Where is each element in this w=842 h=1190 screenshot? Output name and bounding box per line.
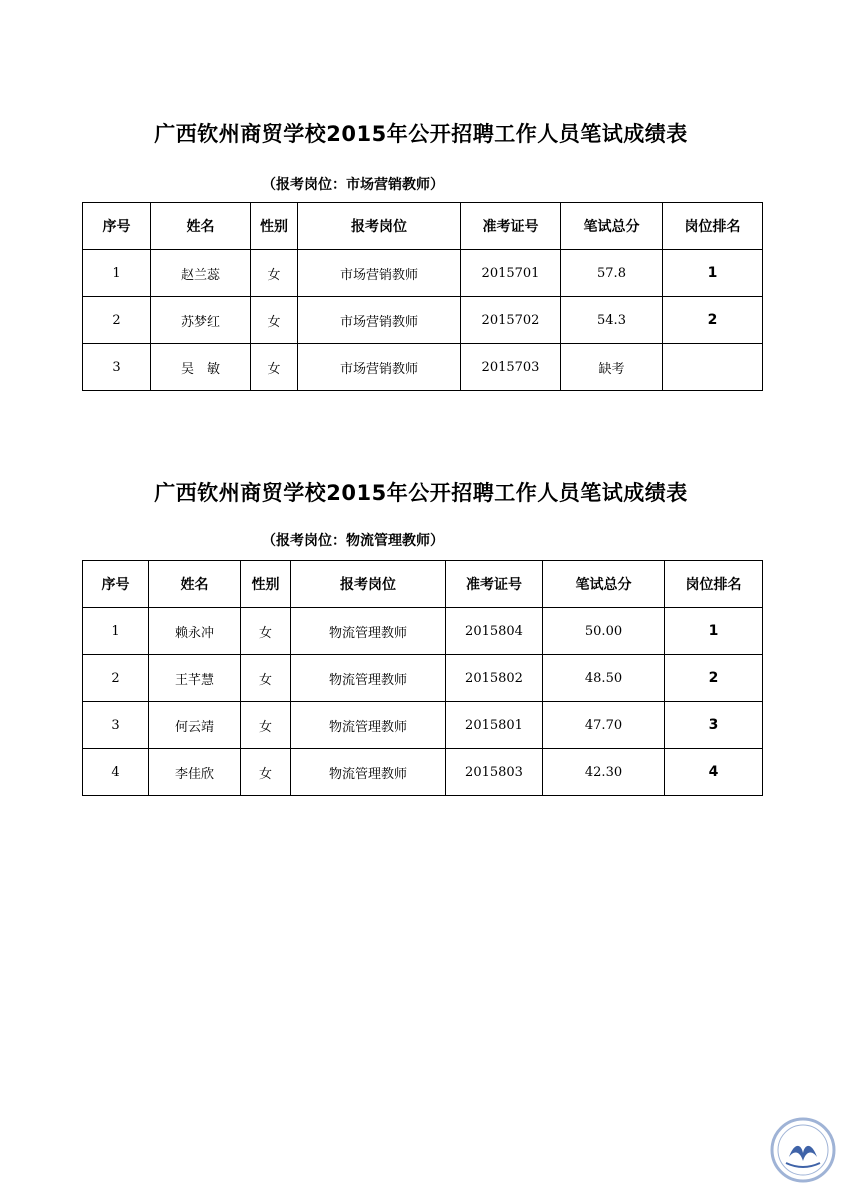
cell-name: 吴 敏	[151, 344, 251, 391]
cell-gender: 女	[241, 655, 291, 702]
header-seq: 序号	[83, 203, 151, 250]
table2-scores	[82, 560, 763, 796]
cell-seq: 2	[83, 655, 149, 702]
table-row	[83, 344, 763, 391]
cell-rank	[663, 344, 763, 391]
cell-exam-id: 2015701	[461, 250, 561, 297]
header-rank: 岗位排名	[663, 203, 763, 250]
cell-gender: 女	[241, 749, 291, 796]
seal-wave-mark	[789, 1146, 817, 1161]
cell-exam-id: 2015802	[446, 655, 543, 702]
cell-gender: 女	[251, 250, 298, 297]
cell-seq: 1	[83, 608, 149, 655]
header-seq: 序号	[83, 561, 149, 608]
header-name: 姓名	[151, 203, 251, 250]
cell-name: 王芊慧	[149, 655, 241, 702]
cell-exam-id: 2015803	[446, 749, 543, 796]
cell-name: 李佳欣	[149, 749, 241, 796]
cell-rank: 3	[665, 702, 763, 749]
table1-scores	[82, 202, 763, 391]
cell-rank: 1	[665, 608, 763, 655]
table-row	[83, 608, 763, 655]
header-gender: 性别	[251, 203, 298, 250]
cell-rank: 4	[665, 749, 763, 796]
cell-position: 物流管理教师	[291, 702, 446, 749]
cell-score: 47.70	[543, 702, 665, 749]
header-name: 姓名	[149, 561, 241, 608]
header-rank: 岗位排名	[665, 561, 763, 608]
cell-name: 赵兰蕊	[151, 250, 251, 297]
cell-name: 赖永冲	[149, 608, 241, 655]
cell-gender: 女	[241, 702, 291, 749]
cell-rank: 2	[663, 297, 763, 344]
table2-header-row	[83, 561, 763, 608]
cell-position: 物流管理教师	[291, 655, 446, 702]
cell-score: 57.8	[561, 250, 663, 297]
cell-rank: 2	[665, 655, 763, 702]
header-position: 报考岗位	[298, 203, 461, 250]
seal-outer-ring	[772, 1119, 834, 1181]
table2-subtitle: （报考岗位：物流管理教师）	[262, 533, 444, 549]
cell-seq: 3	[83, 702, 149, 749]
header-gender: 性别	[241, 561, 291, 608]
cell-position: 市场营销教师	[298, 250, 461, 297]
header-score: 笔试总分	[561, 203, 663, 250]
cell-exam-id: 2015804	[446, 608, 543, 655]
table-row	[83, 655, 763, 702]
header-exam-id: 准考证号	[446, 561, 543, 608]
table1-header-row	[83, 203, 763, 250]
table-row	[83, 702, 763, 749]
cell-gender: 女	[241, 608, 291, 655]
header-score: 笔试总分	[543, 561, 665, 608]
cell-position: 市场营销教师	[298, 344, 461, 391]
cell-exam-id: 2015702	[461, 297, 561, 344]
cell-score: 42.30	[543, 749, 665, 796]
cell-exam-id: 2015703	[461, 344, 561, 391]
cell-score: 缺考	[561, 344, 663, 391]
cell-position: 物流管理教师	[291, 608, 446, 655]
header-exam-id: 准考证号	[461, 203, 561, 250]
cell-score: 50.00	[543, 608, 665, 655]
cell-seq: 2	[83, 297, 151, 344]
cell-gender: 女	[251, 297, 298, 344]
cell-score: 54.3	[561, 297, 663, 344]
cell-position: 市场营销教师	[298, 297, 461, 344]
table-row	[83, 749, 763, 796]
header-position: 报考岗位	[291, 561, 446, 608]
cell-seq: 4	[83, 749, 149, 796]
table-row	[83, 297, 763, 344]
table1-title: 广西钦州商贸学校2015年公开招聘工作人员笔试成绩表	[154, 122, 688, 146]
cell-seq: 3	[83, 344, 151, 391]
cell-name: 何云靖	[149, 702, 241, 749]
cell-position: 物流管理教师	[291, 749, 446, 796]
cell-exam-id: 2015801	[446, 702, 543, 749]
seal-swoosh	[786, 1163, 820, 1167]
table1-subtitle: （报考岗位：市场营销教师）	[262, 177, 444, 193]
school-seal-logo	[770, 1117, 836, 1183]
cell-rank: 1	[663, 250, 763, 297]
cell-gender: 女	[251, 344, 298, 391]
cell-seq: 1	[83, 250, 151, 297]
table-row	[83, 250, 763, 297]
cell-score: 48.50	[543, 655, 665, 702]
table2-title: 广西钦州商贸学校2015年公开招聘工作人员笔试成绩表	[154, 481, 688, 505]
cell-name: 苏梦红	[151, 297, 251, 344]
